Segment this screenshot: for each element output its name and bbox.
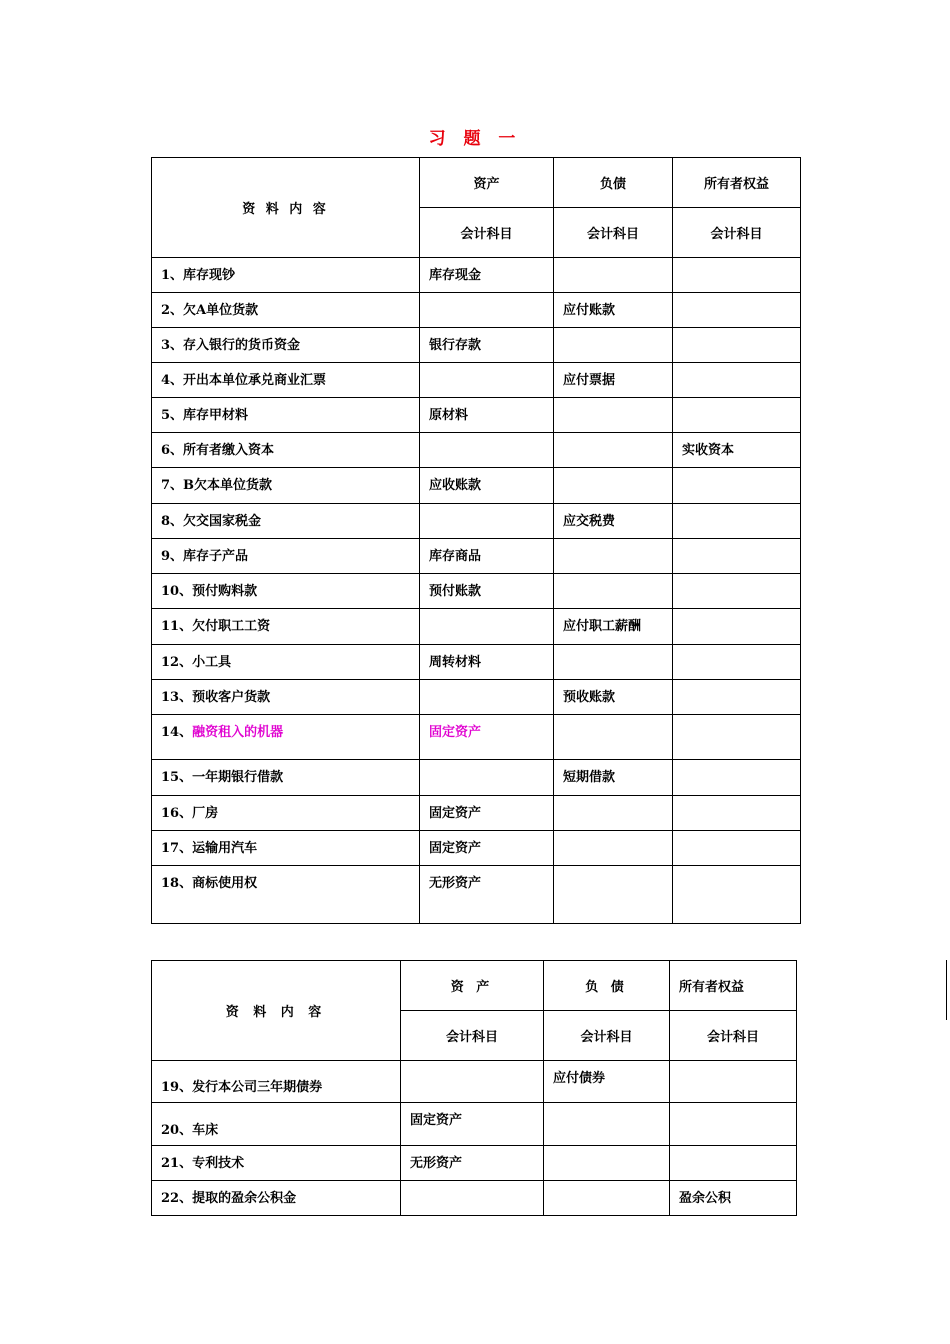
- row-item: 1、库存现钞: [152, 258, 420, 293]
- row-liability: [554, 796, 673, 831]
- row-asset: 固定资产: [420, 831, 554, 866]
- row-asset: 固定资产: [401, 1103, 544, 1146]
- row-item: 3、存入银行的货币资金: [152, 328, 420, 363]
- row-item: 22、提取的盈余公积金: [152, 1181, 401, 1216]
- table-row: [152, 433, 801, 468]
- row-asset: 原材料: [420, 398, 554, 433]
- row-asset: 周转材料: [420, 645, 554, 680]
- table-row: [152, 258, 801, 293]
- header-asset-subject: 会计科目: [401, 1011, 544, 1061]
- row-equity: [673, 293, 801, 328]
- header-equity: 所有者权益: [673, 158, 801, 208]
- header-asset-subject: 会计科目: [420, 208, 554, 258]
- row-liability: [554, 328, 673, 363]
- row-item: 15、一年期银行借款: [152, 760, 420, 796]
- row-equity: [673, 398, 801, 433]
- row-equity: [673, 760, 801, 796]
- table-row: [152, 398, 801, 433]
- table-row: [152, 293, 801, 328]
- header-liability: 负债: [554, 158, 673, 208]
- row-item: 4、开出本单位承兑商业汇票: [152, 363, 420, 398]
- row-liability: [544, 1146, 670, 1181]
- header-content: 资 料 内 容: [152, 961, 401, 1061]
- row-asset: 银行存款: [420, 328, 554, 363]
- row-item: 2、欠A单位货款: [152, 293, 420, 328]
- row-asset: [420, 609, 554, 645]
- table-row: [152, 680, 801, 715]
- header-liability-subject: 会计科目: [544, 1011, 670, 1061]
- row-item: 8、欠交国家税金: [152, 504, 420, 539]
- row-equity: [673, 680, 801, 715]
- row-equity: [673, 363, 801, 398]
- row-asset: [420, 504, 554, 539]
- header-asset: 资产: [420, 158, 554, 208]
- row-equity: [670, 1103, 797, 1146]
- row-asset: 库存商品: [420, 539, 554, 574]
- row-equity: [673, 796, 801, 831]
- row-equity: [673, 574, 801, 609]
- row-item: 21、专利技术: [152, 1146, 401, 1181]
- table-row: [152, 866, 801, 924]
- table-row: [152, 574, 801, 609]
- row-liability: [554, 831, 673, 866]
- row-asset: 固定资产: [420, 796, 554, 831]
- table-row: [152, 468, 801, 504]
- row-asset: [420, 293, 554, 328]
- row-item: 18、商标使用权: [152, 866, 420, 924]
- header-equity-subject: 会计科目: [673, 208, 801, 258]
- table-row: [152, 645, 801, 680]
- table-row: [152, 539, 801, 574]
- table-row: [152, 363, 801, 398]
- row-item: 17、运输用汽车: [152, 831, 420, 866]
- row-equity: 实收资本: [673, 433, 801, 468]
- row-item: 12、小工具: [152, 645, 420, 680]
- row-equity: [670, 1061, 797, 1103]
- row-asset: [401, 1181, 544, 1216]
- table-row: [152, 1103, 797, 1146]
- row-equity: [673, 504, 801, 539]
- row-liability: [554, 258, 673, 293]
- row-equity: [670, 1146, 797, 1181]
- row-liability: [554, 468, 673, 504]
- page-edge-line: [946, 960, 947, 1020]
- row-equity: [673, 468, 801, 504]
- row-liability: [554, 715, 673, 760]
- row-liability: 预收账款: [554, 680, 673, 715]
- table-row: [152, 831, 801, 866]
- header-content: 资 料 内 容: [152, 158, 420, 258]
- row-item: 19、发行本公司三年期债券: [152, 1061, 401, 1103]
- row-equity: [673, 328, 801, 363]
- header-liability-subject: 会计科目: [554, 208, 673, 258]
- table-row: [152, 715, 801, 760]
- row-equity: [673, 715, 801, 760]
- header-equity-subject: 会计科目: [670, 1011, 797, 1061]
- row-item: 6、所有者缴入资本: [152, 433, 420, 468]
- row-item: 5、库存甲材料: [152, 398, 420, 433]
- highlighted-item-text: 融资租入的机器: [192, 725, 284, 740]
- row-liability: 短期借款: [554, 760, 673, 796]
- row-liability: 应付债券: [544, 1061, 670, 1103]
- row-asset: [420, 433, 554, 468]
- row-item: 7、B欠本单位货款: [152, 468, 420, 504]
- table-row: [152, 796, 801, 831]
- row-liability: 应付职工薪酬: [554, 609, 673, 645]
- row-liability: [554, 645, 673, 680]
- row-liability: 应交税费: [554, 504, 673, 539]
- header-liability: 负 债: [544, 961, 670, 1011]
- row-item: 10、预付购料款: [152, 574, 420, 609]
- row-asset: [420, 760, 554, 796]
- table-row: [152, 328, 801, 363]
- table-row: [152, 760, 801, 796]
- row-liability: [554, 398, 673, 433]
- row-liability: [554, 433, 673, 468]
- row-liability: [554, 539, 673, 574]
- row-equity: [673, 609, 801, 645]
- row-equity: [673, 866, 801, 924]
- row-liability: [544, 1181, 670, 1216]
- header-equity: 所有者权益: [670, 961, 797, 1011]
- row-liability: [554, 866, 673, 924]
- table-row: [152, 504, 801, 539]
- row-asset: 预付账款: [420, 574, 554, 609]
- row-item: 20、车床: [152, 1103, 401, 1146]
- row-asset: 固定资产: [420, 715, 554, 760]
- row-equity: [673, 258, 801, 293]
- row-asset: [420, 363, 554, 398]
- row-asset: [420, 680, 554, 715]
- row-asset: 库存现金: [420, 258, 554, 293]
- row-liability: 应付账款: [554, 293, 673, 328]
- row-item: 11、欠付职工工资: [152, 609, 420, 645]
- table-row: [152, 1181, 797, 1216]
- row-asset: 应收账款: [420, 468, 554, 504]
- row-equity: [673, 831, 801, 866]
- page-title: 习 题 一: [428, 129, 522, 149]
- row-equity: [673, 539, 801, 574]
- table-row: [152, 609, 801, 645]
- row-equity: 盈余公积: [670, 1181, 797, 1216]
- row-liability: [554, 574, 673, 609]
- header-asset: 资 产: [401, 961, 544, 1011]
- row-equity: [673, 645, 801, 680]
- table-2: [151, 960, 797, 1216]
- row-asset: 无形资产: [401, 1146, 544, 1181]
- row-liability: [544, 1103, 670, 1146]
- table-row: [152, 1061, 797, 1103]
- row-asset: [401, 1061, 544, 1103]
- table-row: [152, 1146, 797, 1181]
- row-item: 14、融资租入的机器: [152, 715, 420, 760]
- row-item: 13、预收客户货款: [152, 680, 420, 715]
- row-liability: 应付票据: [554, 363, 673, 398]
- row-item: 9、库存子产品: [152, 539, 420, 574]
- row-item: 16、厂房: [152, 796, 420, 831]
- row-asset: 无形资产: [420, 866, 554, 924]
- table-1: [151, 157, 801, 924]
